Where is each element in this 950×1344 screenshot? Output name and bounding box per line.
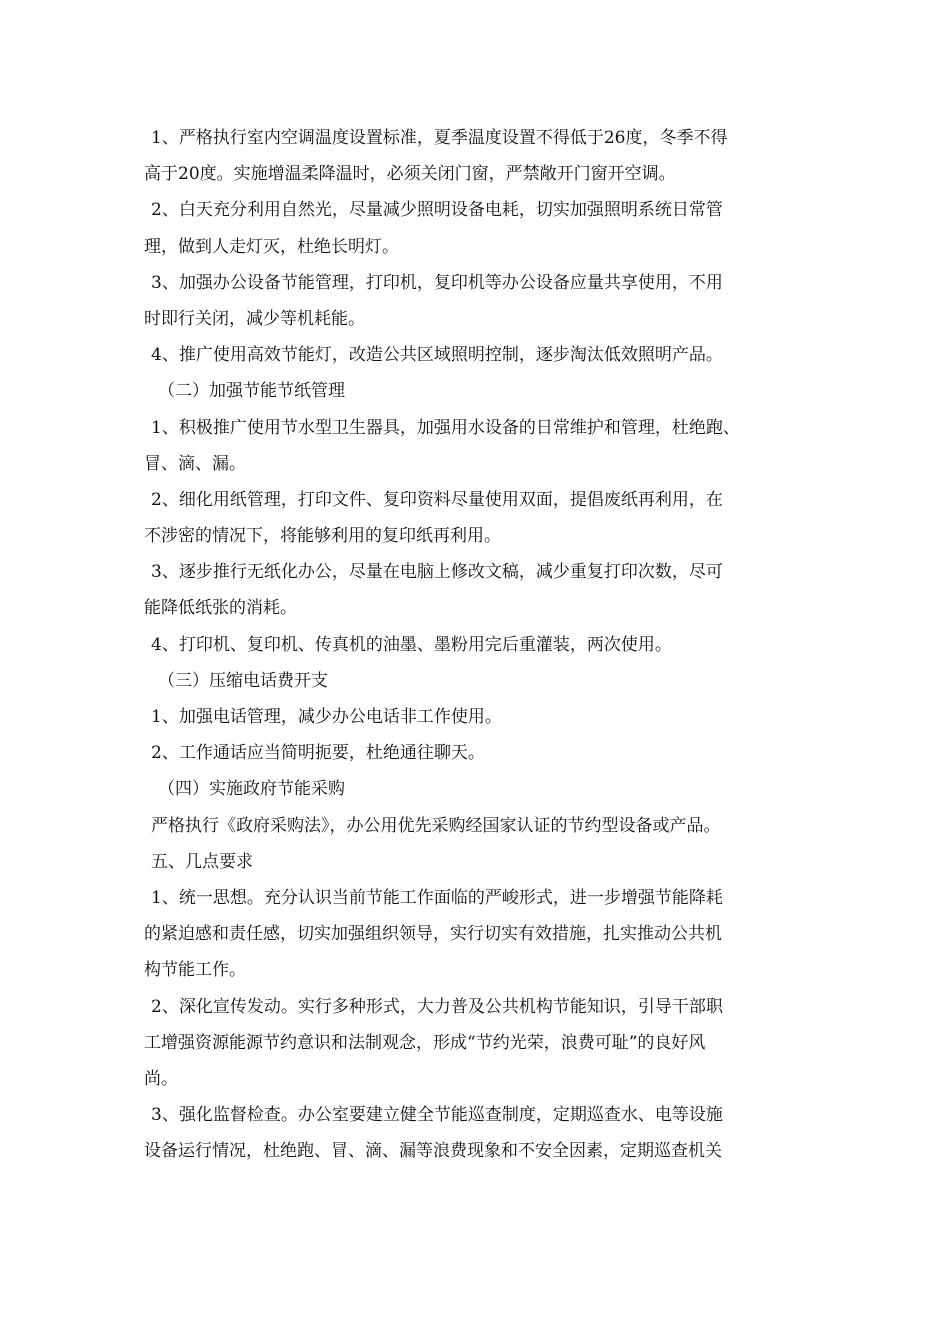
- document-body: [144, 120, 814, 1169]
- text-line: 1、加强电话管理，减少办公电话非工作使用。: [151, 707, 502, 727]
- text-line: 理，做到人走灯灭，杜绝长明灯。: [144, 236, 399, 257]
- text-line: 4、打印机、复印机、传真机的油墨、墨粉用完后重灌装，两次使用。: [151, 634, 672, 655]
- text-line: 2、深化宣传发动。实行多种形式，大力普及公共机构节能知识，引导干部职: [151, 996, 723, 1017]
- text-line: 1、积极推广使用节水型卫生器具，加强用水设备的日常维护和管理，杜绝跑、: [151, 417, 740, 438]
- text-line: 尚。: [144, 1068, 178, 1089]
- text-line: 4、推广使用高效节能灯，改造公共区域照明控制，逐步淘汰低效照明产品。: [151, 345, 723, 366]
- text-line: 冒、滴、漏。: [144, 453, 246, 474]
- text-line: （二）加强节能节纸管理: [158, 381, 345, 402]
- text-line: 高于20度。实施增温柔降温时，必须关闭门窗，严禁敞开门窗开空调。: [144, 164, 676, 185]
- text-line: 1、统一思想。充分认识当前节能工作面临的严峻形式，进一步增强节能降耗: [151, 887, 723, 908]
- text-line: 2、细化用纸管理，打印文件、复印资料尽量使用双面，提倡废纸再利用，在: [151, 489, 723, 510]
- text-line: 时即行关闭，减少等机耗能。: [144, 308, 365, 329]
- text-line: （四）实施政府节能采购: [158, 779, 345, 800]
- text-line: 五、几点要求: [151, 851, 253, 872]
- text-line: 2、工作通话应当简明扼要，杜绝通往聊天。: [151, 743, 485, 764]
- text-line: 1、严格执行室内空调温度设置标准，夏季温度设置不得低于26度，冬季不得: [151, 128, 728, 148]
- text-line: （三）压缩电话费开支: [158, 670, 328, 691]
- text-line: 工增强资源能源节约意识和法制观念，形成“节约光荣，浪费可耻”的良好风: [144, 1032, 706, 1053]
- text-line: 严格执行《政府采购法》，办公用优先采购经国家认证的节约型设备或产品。: [151, 815, 721, 836]
- text-line: 构节能工作。: [144, 960, 246, 981]
- text-line: 能降低纸张的消耗。: [144, 598, 297, 619]
- text-line: 2、白天充分利用自然光，尽量减少照明设备电耗，切实加强照明系统日常管: [151, 200, 723, 221]
- text-line: 不涉密的情况下，将能够利用的复印纸再利用。: [144, 526, 501, 547]
- text-line: 3、逐步推行无纸化办公，尽量在电脑上修改文稿，减少重复打印次数，尽可: [151, 562, 723, 583]
- text-line: 的紧迫感和责任感，切实加强组织领导，实行切实有效措施，扎实推动公共机: [144, 924, 722, 945]
- text-line: 3、强化监督检查。办公室要建立健全节能巡查制度，定期巡查水、电等设施: [151, 1105, 723, 1126]
- text-line: 3、加强办公设备节能管理，打印机，复印机等办公设备应量共享使用，不用: [151, 272, 723, 293]
- text-line: 设备运行情况，杜绝跑、冒、滴、漏等浪费现象和不安全因素，定期巡查机关: [144, 1141, 722, 1162]
